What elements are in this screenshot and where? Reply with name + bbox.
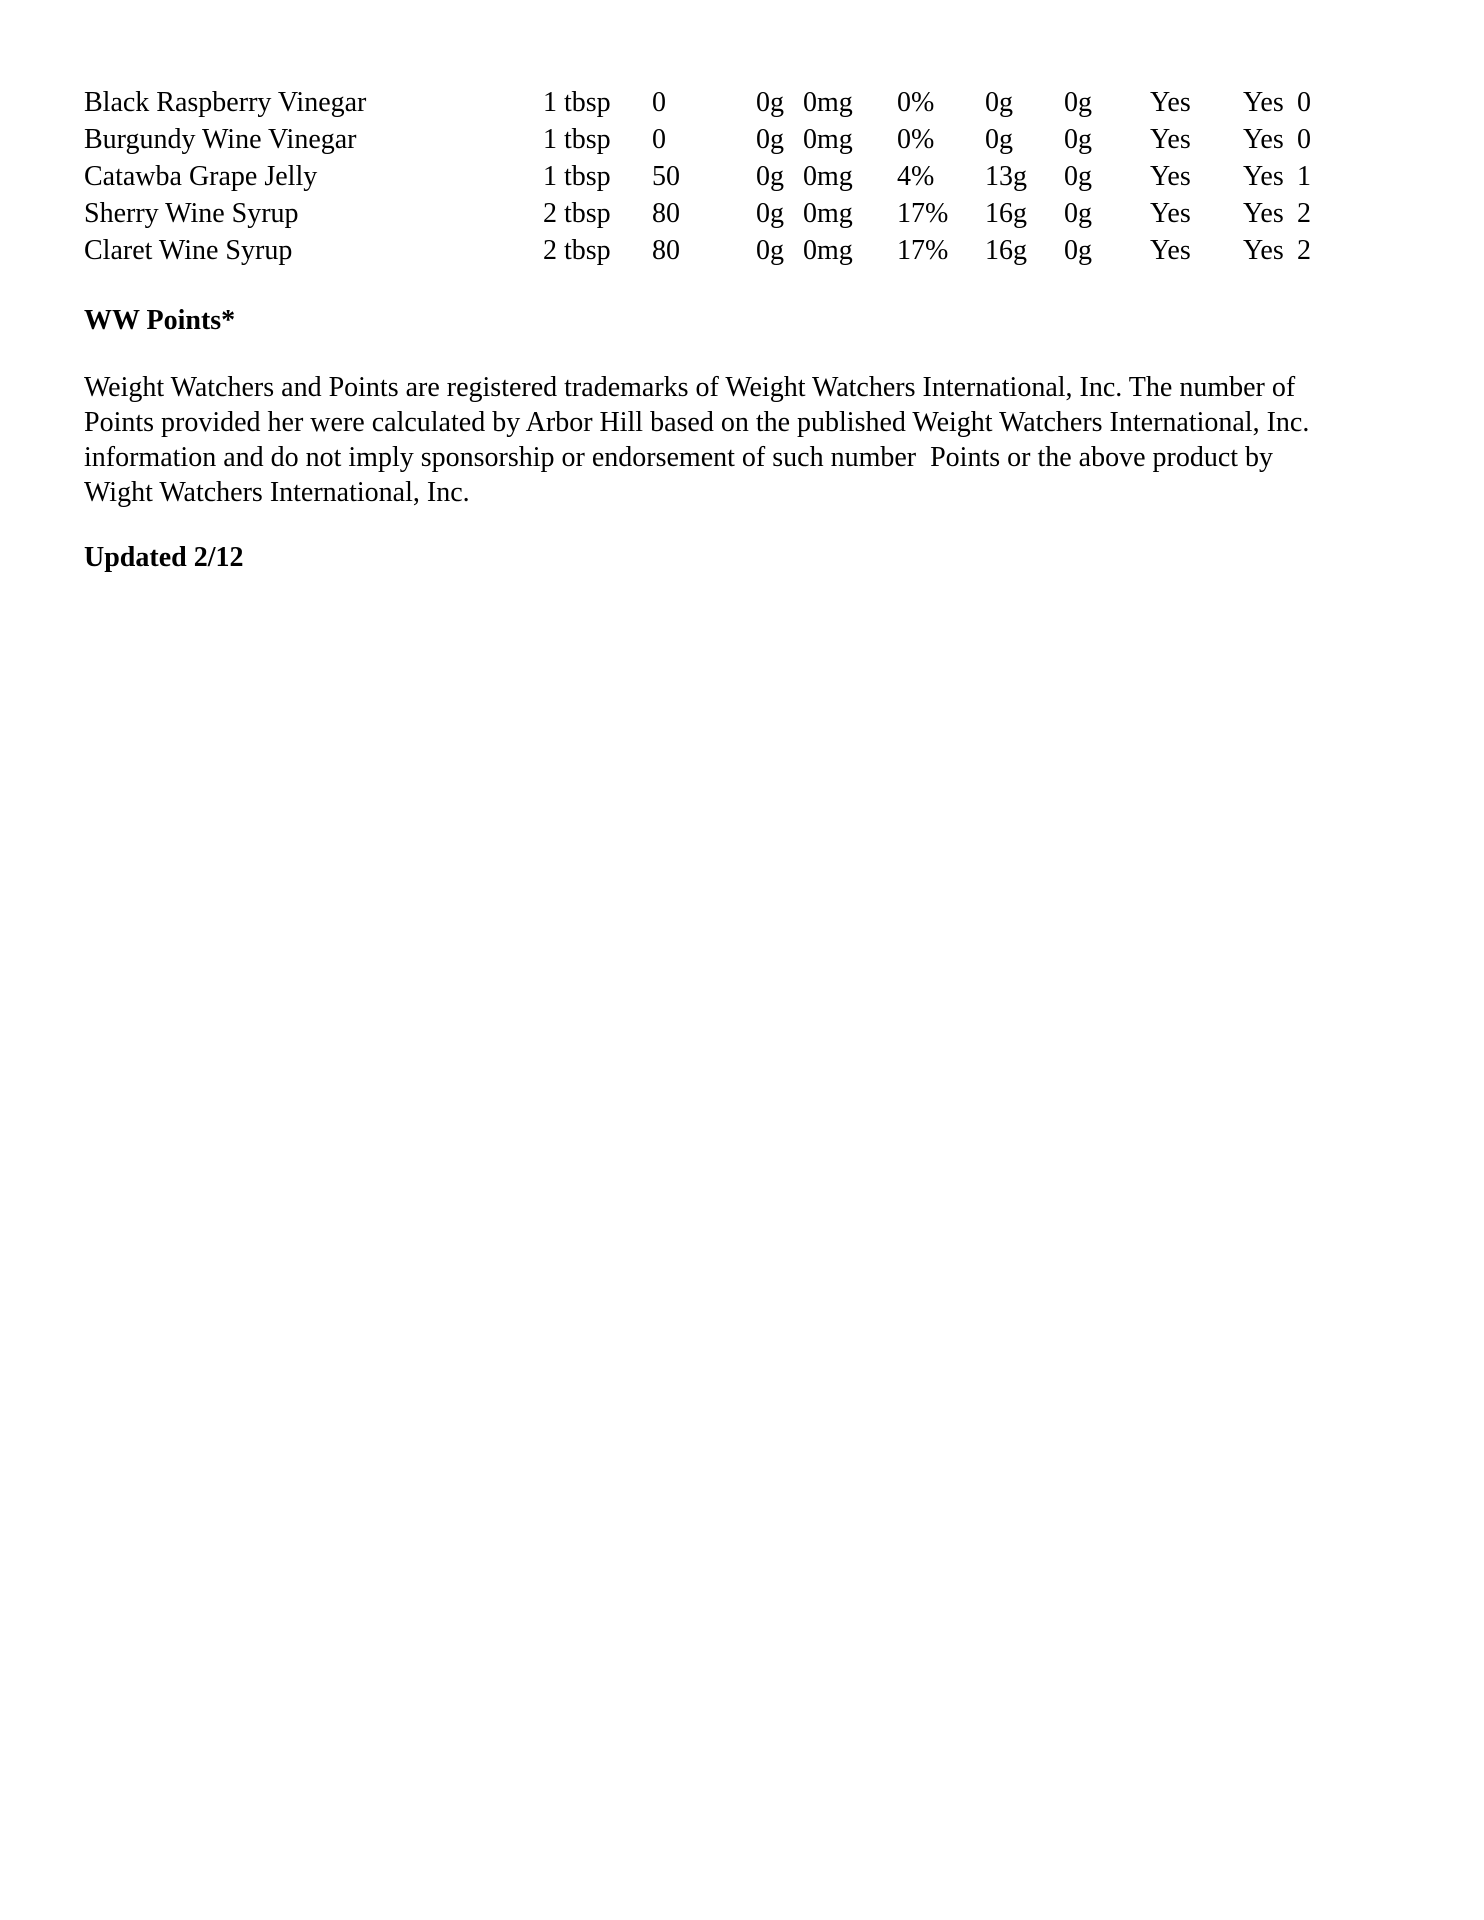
cell-fat: 0g [756,235,784,266]
cell-points: 2 [1297,198,1311,229]
cell-points: 0 [1297,124,1311,155]
cell-yes-1: Yes [1150,161,1191,192]
cell-yes-1: Yes [1150,235,1191,266]
cell-product-name: Catawba Grape Jelly [84,161,318,192]
disclaimer-paragraph [84,370,1369,510]
cell-points: 1 [1297,161,1311,192]
cell-yes-1: Yes [1150,87,1191,118]
cell-protein: 0g [1064,87,1092,118]
cell-percent: 17% [897,198,949,229]
cell-points: 0 [1297,87,1311,118]
cell-carbs: 16g [985,198,1027,229]
cell-product-name: Burgundy Wine Vinegar [84,124,357,155]
cell-percent: 0% [897,87,935,118]
cell-percent: 0% [897,124,935,155]
table-row [84,121,1357,158]
cell-yes-2: Yes [1243,161,1284,192]
cell-calories: 80 [652,235,680,266]
cell-sodium: 0mg [803,198,853,229]
cell-sodium: 0mg [803,124,853,155]
cell-carbs: 16g [985,235,1027,266]
cell-yes-2: Yes [1243,198,1284,229]
cell-percent: 4% [897,161,935,192]
cell-serving: 2 tbsp [543,235,611,266]
nutrition-table [84,84,1357,269]
cell-yes-1: Yes [1150,198,1191,229]
table-row [84,158,1357,195]
cell-protein: 0g [1064,161,1092,192]
updated-date: Updated 2/12 [84,542,244,573]
cell-calories: 80 [652,198,680,229]
disclaimer-line: Weight Watchers and Points are registered trademarks of Weight Watchers International, Inc. The number of [84,372,1296,403]
cell-serving: 1 tbsp [543,161,611,192]
cell-calories: 0 [652,87,666,118]
cell-carbs: 13g [985,161,1027,192]
cell-serving: 1 tbsp [543,124,611,155]
ww-points-heading: WW Points* [84,305,236,336]
cell-calories: 50 [652,161,680,192]
cell-protein: 0g [1064,198,1092,229]
cell-serving: 2 tbsp [543,198,611,229]
disclaimer-line: information and do not imply sponsorship or endorsement of such number Points or the above product by [84,442,1274,473]
cell-points: 2 [1297,235,1311,266]
cell-carbs: 0g [985,87,1013,118]
cell-product-name: Sherry Wine Syrup [84,198,299,229]
table-row [84,232,1357,269]
cell-sodium: 0mg [803,87,853,118]
cell-calories: 0 [652,124,666,155]
cell-fat: 0g [756,198,784,229]
cell-yes-2: Yes [1243,124,1284,155]
table-row [84,195,1357,232]
cell-fat: 0g [756,161,784,192]
cell-sodium: 0mg [803,235,853,266]
cell-serving: 1 tbsp [543,87,611,118]
cell-percent: 17% [897,235,949,266]
cell-product-name: Claret Wine Syrup [84,235,293,266]
cell-protein: 0g [1064,235,1092,266]
cell-carbs: 0g [985,124,1013,155]
cell-fat: 0g [756,87,784,118]
disclaimer-line: Wight Watchers International, Inc. [84,477,470,508]
cell-fat: 0g [756,124,784,155]
cell-sodium: 0mg [803,161,853,192]
table-row [84,84,1357,121]
cell-yes-1: Yes [1150,124,1191,155]
cell-yes-2: Yes [1243,87,1284,118]
disclaimer-line: Points provided her were calculated by Arbor Hill based on the published Weight Watchers International, Inc. [84,407,1310,438]
cell-yes-2: Yes [1243,235,1284,266]
cell-protein: 0g [1064,124,1092,155]
cell-product-name: Black Raspberry Vinegar [84,87,367,118]
